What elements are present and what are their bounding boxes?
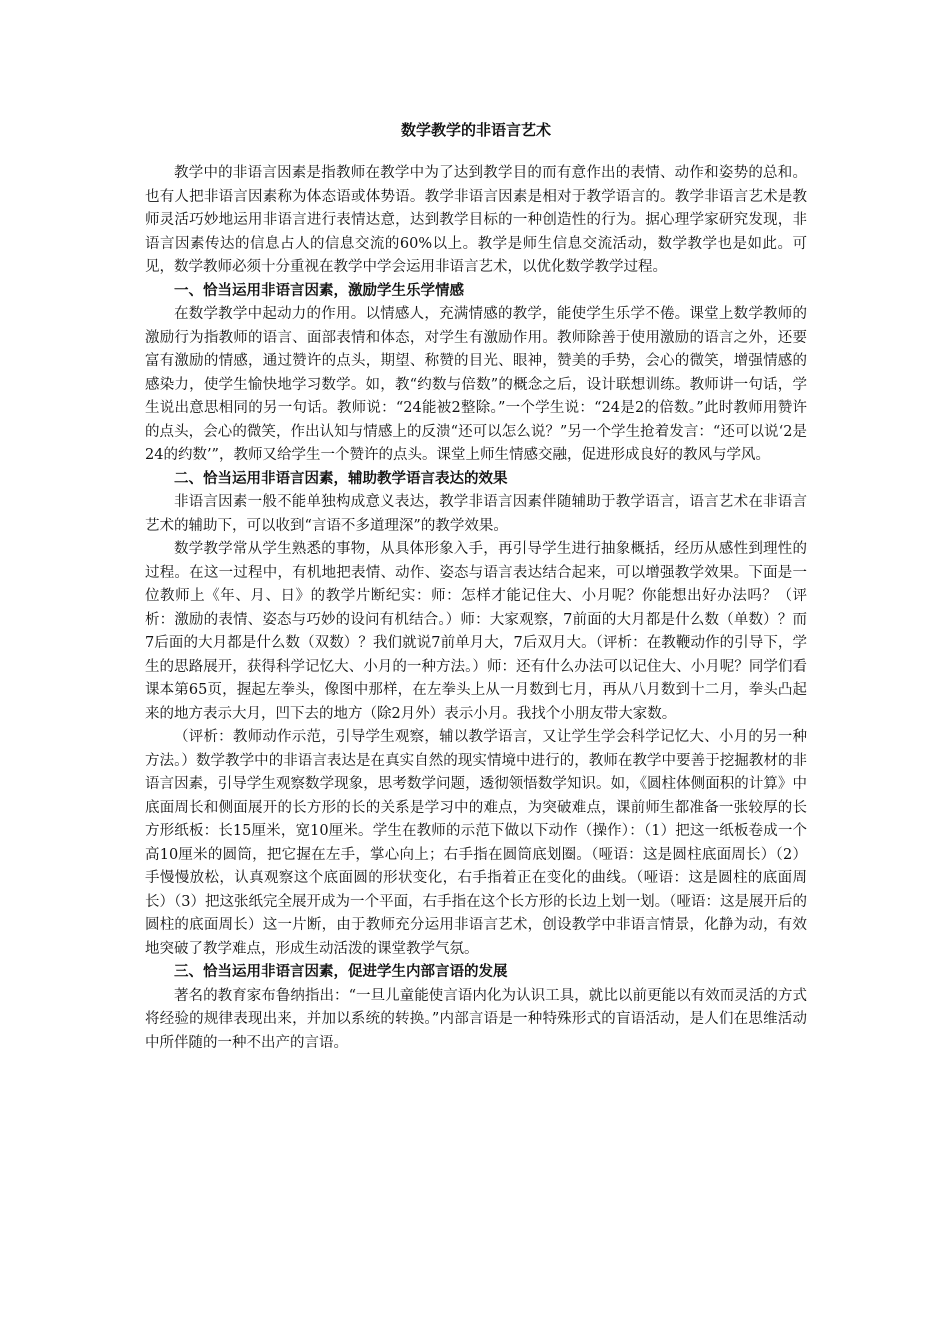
section-1-paragraph-1: 在数学教学中起动力的作用。以情感人，充满情感的教学，能使学生乐学不倦。课堂上数学教师的激励行为指教师的语言、面部表情和体态，对学生有激励作用。教师除善于使用激励的语言之外，还要富有激励的情感，通过赞许的点头，期望、称赞的目光、眼神，赞美的手势，会心的微笑，增强情感的感染力，使学生愉快地学习数学。如，教“约数与倍数”的概念之后，设计联想训练。教师讲一句话，学生说出意思相同的另一句话。教师说：“24能被2整除。”一个学生说：“24是2的倍数。”此时教师用赞许的点头，会心的微笑，作出认知与情感上的反溃“还可以怎么说？”另一个学生抢着发言：“还可以说‘2是24的约数’”，教师又给学生一个赞许的点头。课堂上师生情感交融，促进形成良好的教风与学风。 [145,306,807,463]
document-page [145,116,807,1055]
document-title: 数学教学的非语言艺术 [400,121,551,139]
section-2-paragraph-3: （评析：教师动作示范，引导学生观察，辅以教学语言，又让学生学会科学记忆大、小月的另一种方法。）数学教学中的非语言表达是在真实自然的现实情境中进行的，教师在教学中要善于挖掘教材的非语言因素，引导学生观察数学现象，思考数学问题，透彻领悟数学知识。如，《圆柱体侧面积的计算》中底面周长和侧面展开的长方形的长的关系是学习中的难点，为突破难点，课前师生都准备一张较厚的长方形纸板：长15厘米，宽10厘米。学生在教师的示范下做以下动作（操作）：（1）把这一纸板卷成一个高10厘米的圆筒，把它握在左手，掌心向上；右手指在圆筒底划圈。（哑语：这是圆柱底面周长）（2）手慢慢放松，认真观察这个底面圆的形状变化，右手指着正在变化的曲线。（哑语：这是圆柱的底面周长）（3）把这张纸完全展开成为一个平面，右手指在这个长方形的长边上划一划。（哑语：这是展开后的圆柱的底面周长）这一片断，由于教师充分运用非语言艺术，创设教学中非语言情景，化静为动，有效地突破了教学难点，形成生动活泼的课堂教学气氛。 [145,729,807,957]
section-3-heading: 三、恰当运用非语言因素，促进学生内部言语的发展 [174,964,508,980]
section-2-heading: 二、恰当运用非语言因素，辅助教学语言表达的效果 [174,470,508,487]
section-2-paragraph-1: 非语言因素一般不能单独构成意义表达，教学非语言因素伴随辅助于教学语言，语言艺术在非语言艺术的辅助下，可以收到“言语不多道理深”的教学效果。 [145,494,807,534]
section-1-heading: 一、恰当运用非语言因素，激励学生乐学情感 [174,282,464,299]
intro-paragraph: 教学中的非语言因素是指教师在教学中为了达到教学目的而有意作出的表情、动作和姿势的总和。也有人把非语言因素称为体态语或体势语。教学非语言因素是相对于教学语言的。教学非语言艺术是教师灵活巧妙地运用非语言进行表情达意，达到教学目标的一种创造性的行为。据心理学家研究发现，非语言因素传达的信息占人的信息交流的60%以上。教学是师生信息交流活动，数学教学也是如此。可见，数学教师必须十分重视在教学中学会运用非语言艺术，以优化数学教学过程。 [145,165,807,275]
section-2-paragraph-2: 数学教学常从学生熟悉的事物，从具体形象入手，再引导学生进行抽象概括，经历从感性到理性的过程。在这一过程中，有机地把表情、动作、姿态与语言表达结合起来，可以增强教学效果。下面是一位教师上《年、月、日》的教学片断纪实：师：怎样才能记住大、小月呢？你能想出好办法吗？（评析：激励的表情、姿态与巧妙的设问有机结合。）师：大家观察，7前面的大月都是什么数（单数）？而7后面的大月都是什么数（双数）？我们就说7前单月大，7后双月大。（评析：在教鞭动作的引导下，学生的思路展开，获得科学记忆大、小月的一种方法。）师：还有什么办法可以记住大、小月呢？同学们看课本第65页，握起左拳头，像图中那样，在左拳头上从一月数到七月，再从八月数到十二月，拳头凸起来的地方表示大月，凹下去的地方（除2月外）表示小月。我找个小朋友带大家数。 [145,541,807,722]
section-3-paragraph-1: 著名的教育家布鲁纳指出：“一旦儿童能使言语内化为认识工具，就比以前更能以有效而灵活的方式将经验的规律表现出来，并加以系统的转换。”内部言语是一种特殊形式的盲语活动，是人们在思维活动中所伴随的一种不出产的言语。 [145,987,807,1051]
